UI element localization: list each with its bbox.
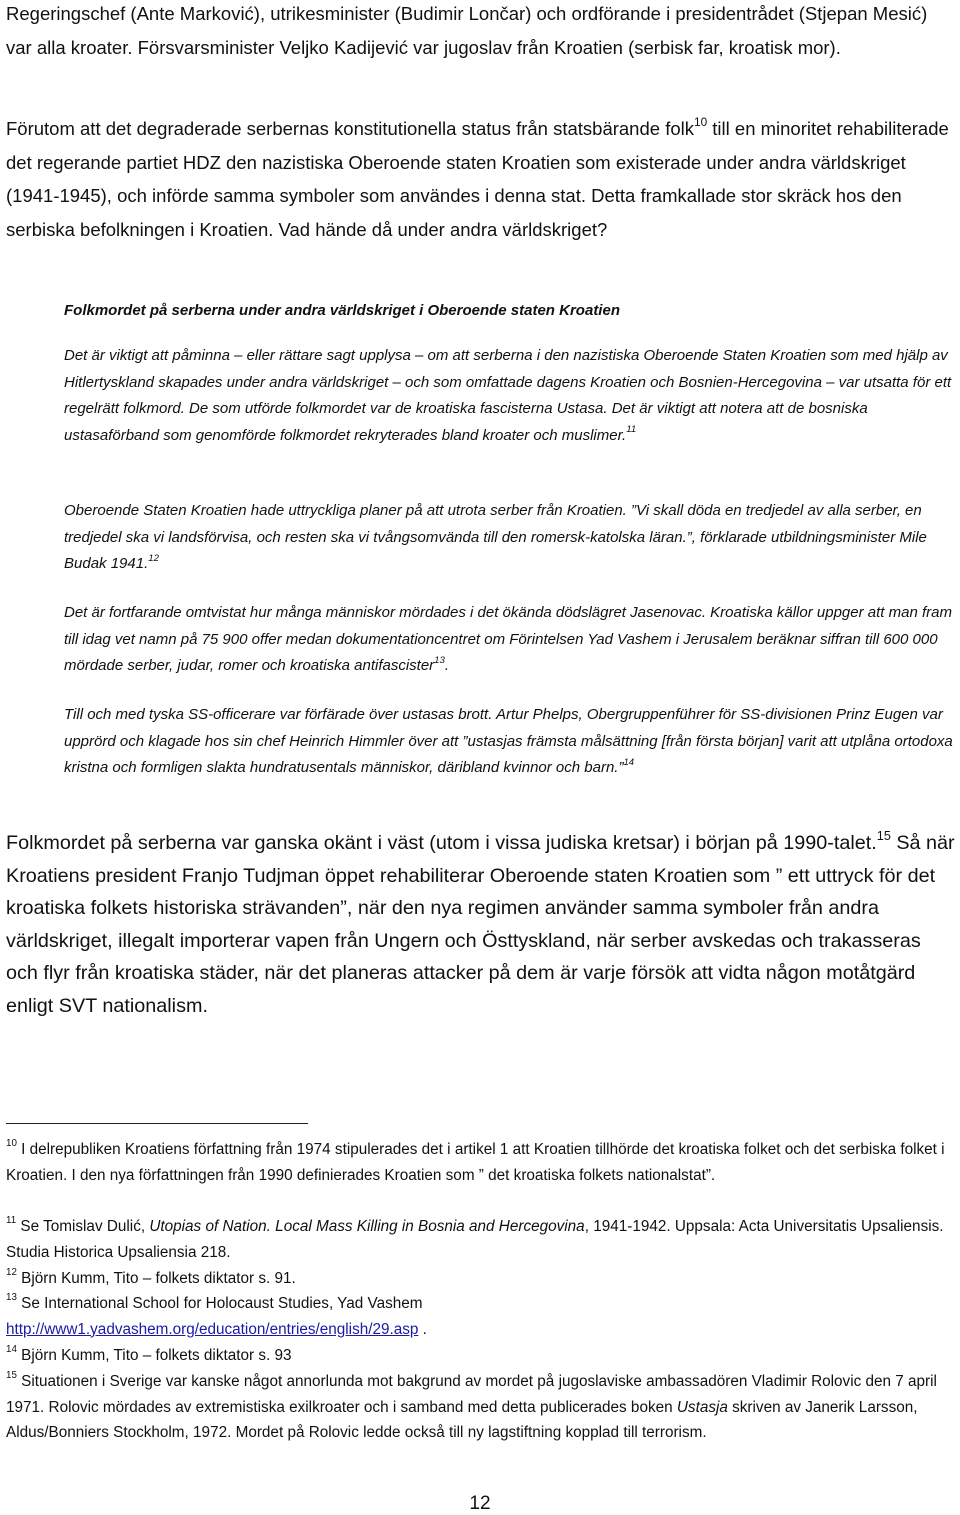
- paragraph-intro: [6, 0, 956, 64]
- quote-paragraph-1-text: Det är viktigt att påminna – eller rättare sagt upplysa – om att serberna i den nazistiska Oberoende Staten Kroatien som med hjälp av Hitlertyskland skapades under andra världskriget – och som omfattade dagens Kroatien och Bosnien-Hercegovina – var utsatta för ett regelrätt folkmord. De som utförde folkmordet var de kroatiska fascisterna Ustasa. Det är viktigt att notera att de bosniska ustasaförband som genomförde folkmordet rekryterades bland kroater och muslimer.: [64, 347, 952, 444]
- paragraph-tudjman: [6, 827, 956, 1023]
- quote-paragraph-2: [64, 498, 954, 578]
- footnote-number-13: 13: [6, 1292, 17, 1304]
- paragraph-hdz-text: Förutom att det degraderade serbernas konstitutionella status från statsbärande folk: [6, 118, 694, 139]
- paragraph-hdz: [6, 112, 956, 246]
- footnote-ref-11[interactable]: 11: [626, 424, 637, 436]
- footnote-10-text: I delrepubliken Kroatiens författning från 1974 stipulerades det i artikel 1 att Kroatien tillhörde det kroatiska folket och det serbiska folket i Kroatien. I den nya författningen från 1990 definierades Kroatien som ” det kroatiska folkets nationalstat”.: [6, 1141, 945, 1184]
- footnote-ref-12[interactable]: 12: [148, 552, 159, 564]
- footnote-10: [6, 1137, 954, 1188]
- page-number: 12: [469, 1493, 491, 1514]
- footnote-11-text-cont: , 1941-1942. Uppsala: Acta Universitatis Upsaliensis. Studia Historica Upsaliensia 218.: [6, 1218, 944, 1261]
- footnote-13: [6, 1291, 954, 1342]
- footnote-15-text-cont: skriven av Janerik Larsson, Aldus/Bonniers Stockholm, 1972. Mordet på Rolovic ledde också till ny lagstiftning kopplad till terrorism.: [6, 1398, 918, 1442]
- paragraph-tudjman-text-cont: Så när Kroatiens president Franjo Tudjman öppet rehabiliterar Oberoende staten Kroatien som ” ett uttryck för det kroatiska folkets historiska strävanden”, när den nya regimen använder samma symboler från andra världskriget, illegalt importerar vapen från Ungern och Östtyskland, när serber avskedas och trakasseras och flyr från kroatiska städer, när det planeras attacker på dem är varje försök att vidta någon motåtgärd enligt SVT nationalism.: [6, 832, 955, 1017]
- footnote-ref-15[interactable]: 15: [876, 828, 891, 843]
- footnote-15-book-title: Ustasja: [676, 1398, 728, 1416]
- quote-paragraph-1: [64, 343, 954, 449]
- footnote-14: [6, 1343, 954, 1369]
- footnote-number-14: 14: [6, 1344, 17, 1356]
- quote-paragraph-3-text: Det är fortfarande omtvistat hur många människor mördades i det ökända dödslägret Jasenovac. Kroatiska källor uppger att man fram till idag vet namn på 75 900 offer medan dokumentationcentret om Förintelsen Yad Vashem i Jerusalem beräknar siffran till 600 000 mördade serber, judar, romer och kroatiska antifascister: [64, 604, 952, 674]
- footnote-ref-14[interactable]: 14: [623, 756, 635, 768]
- footnote-14-text: Björn Kumm, Tito – folkets diktator s. 93: [16, 1347, 292, 1364]
- footnote-15: [6, 1369, 954, 1446]
- footnote-number-11: 11: [6, 1215, 17, 1227]
- quote-paragraph-3: [64, 600, 954, 680]
- footnote-15-text: Situationen i Sverige var kanske något annorlunda mot bakgrund av mordet på jugoslaviske ambassadören Vladimir Rolovic den 7 april 1971. Rolovic mördades av extremistiska exilkroater och i samband med detta publicerades boken: [6, 1373, 937, 1416]
- footnote-ref-13[interactable]: 13: [434, 654, 445, 666]
- yad-vashem-link[interactable]: http://www1.yadvashem.org/education/entries/english/29.asp: [6, 1320, 419, 1338]
- quote-heading: [64, 301, 954, 321]
- paragraph-hdz-text-cont: till en minoritet rehabiliterade det regerande partiet HDZ den nazistiska Oberoende staten Kroatien som existerade under andra världskriget (1941-1945), och införde samma symboler som användes i denna stat. Detta framkallade stor skräck hos den serbiska befolkningen i Kroatien. Vad hände då under andra världskriget?: [6, 118, 949, 240]
- footnote-ref-10[interactable]: 10: [693, 115, 708, 130]
- footnote-11-title: Utopias of Nation. Local Mass Killing in Bosnia and Hercegovina: [149, 1218, 585, 1235]
- footnote-separator: [6, 1123, 308, 1124]
- quote-paragraph-4: [64, 702, 954, 782]
- footnote-number-12: 12: [6, 1267, 17, 1279]
- footnote-12: [6, 1266, 954, 1292]
- footnote-13-end: .: [418, 1320, 427, 1338]
- paragraph-tudjman-text: Folkmordet på serberna var ganska okänt i väst (utom i vissa judiska kretsar) i början på 1990-talet.: [6, 832, 877, 854]
- quote-heading-text: Folkmordet på serberna under andra världskriget i Oberoende staten Kroatien: [64, 302, 620, 319]
- quote-paragraph-4-text: Till och med tyska SS-officerare var förfärade över ustasas brott. Artur Phelps, Obergruppenführer för SS-divisionen Prinz Eugen var upprörd och klagade hos sin chef Heinrich Himmler över att ”ustasjas främsta målsättning [från första början] varit att utplåna ortodoxa kristna och formligen slakta hundratusentals människor, däribland kvinnor och barn.”: [64, 706, 953, 776]
- footnote-11-text: Se Tomislav Dulić,: [16, 1218, 150, 1235]
- footnote-11: [6, 1214, 954, 1265]
- footnote-12-text: Björn Kumm, Tito – folkets diktator s. 91.: [16, 1270, 296, 1287]
- footnote-13-text: Se International School for Holocaust Studies, Yad Vashem: [16, 1295, 423, 1312]
- quote-paragraph-3-end: .: [444, 657, 450, 674]
- quote-paragraph-2-text: Oberoende Staten Kroatien hade uttryckliga planer på att utrota serber från Kroatien. ”Vi skall döda en tredjedel av alla serber, en tredjedel ska vi landsförvisa, och resten ska vi tvångsomvända till den romersk-katolska läran.”, förklarade utbildningsminister Mile Budak 1941.: [64, 502, 927, 572]
- footnote-number-10: 10: [6, 1138, 17, 1150]
- footnote-number-15: 15: [6, 1370, 17, 1382]
- paragraph-intro-text: Regeringschef (Ante Marković), utrikesminister (Budimir Lončar) och ordförande i presidentrådet (Stjepan Mesić) var alla kroater. Försvarsminister Veljko Kadijević var jugoslav från Kroatien (serbisk far, kroatisk mor).: [6, 3, 928, 58]
